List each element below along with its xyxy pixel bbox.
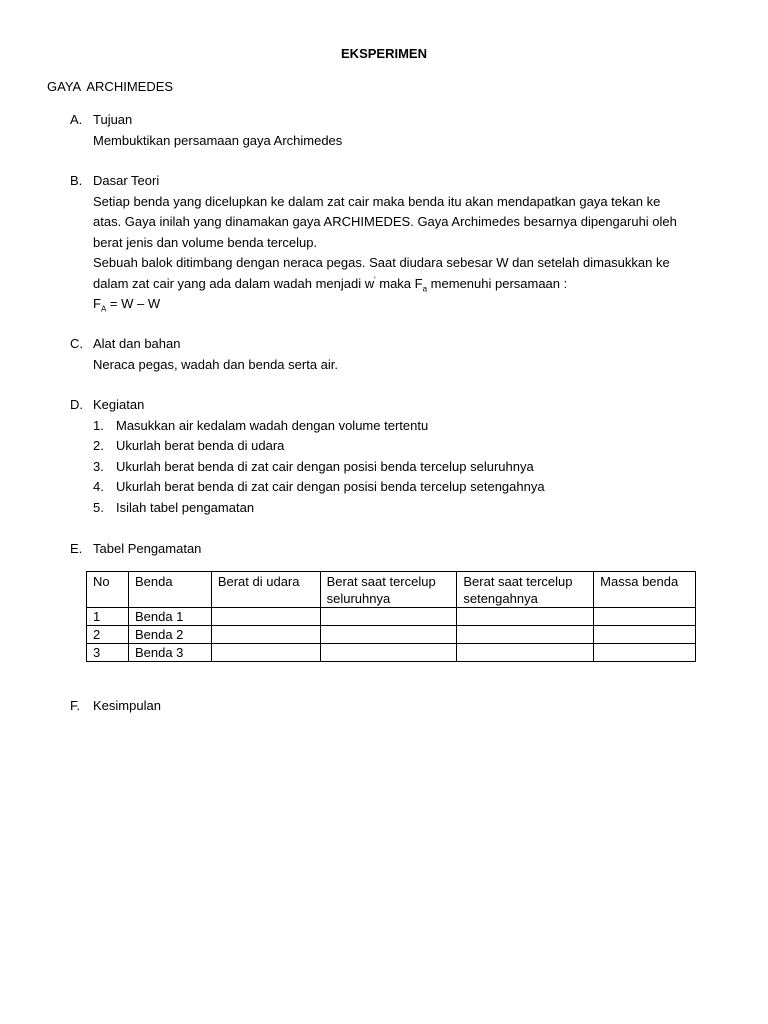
- column-header-berat-seluruhnya: Berat saat tercelup seluruhnya: [320, 572, 457, 608]
- section-letter: A.: [70, 112, 83, 127]
- table-cell[interactable]: [594, 608, 696, 626]
- table-cell[interactable]: [594, 644, 696, 662]
- table-cell[interactable]: [320, 608, 457, 626]
- table-row: [87, 626, 696, 644]
- table-cell: Benda 2: [128, 626, 211, 644]
- section-heading: Kesimpulan: [93, 698, 161, 713]
- theory-line-1: Setiap benda yang dicelupkan ke dalam zat cair maka benda itu akan mendapatkan gaya tekan ke: [93, 193, 661, 209]
- table-cell: 1: [87, 608, 129, 626]
- section-heading: Alat dan bahan: [93, 336, 181, 351]
- table-cell: 2: [87, 626, 129, 644]
- section-letter: D.: [70, 397, 83, 412]
- table-cell[interactable]: [457, 644, 594, 662]
- list-item: 2. Ukurlah berat benda di udara: [93, 438, 285, 453]
- section-letter: F.: [70, 698, 81, 713]
- list-item: 1. Masukkan air kedalam wadah dengan volume tertentu: [93, 417, 429, 433]
- table-cell[interactable]: [594, 626, 696, 644]
- theory-line-5: dalam zat cair yang ada dalam wadah menjadi w' maka $F_a$ memenuhi persamaan :: [93, 275, 568, 294]
- list-item: 4. Ukurlah berat benda di zat cair dengan posisi benda tercelup setengahnya: [93, 479, 545, 494]
- table-row: [87, 608, 696, 626]
- table-cell[interactable]: [320, 644, 457, 662]
- table-row: [87, 644, 696, 662]
- table-header-row: [87, 572, 696, 608]
- theory-line-2: atas. Gaya inilah yang dinamakan gaya ARCHIMEDES. Gaya Archimedes besarnya dipengaruhi oleh: [93, 214, 677, 229]
- table-cell[interactable]: [211, 644, 320, 662]
- column-header-berat-udara: Berat di udara: [211, 572, 320, 608]
- column-header-no: No: [87, 572, 129, 608]
- steps-list: [93, 416, 733, 519]
- section-letter: B.: [70, 173, 83, 188]
- section-letter: E.: [70, 541, 83, 556]
- table-cell: Benda 3: [128, 644, 211, 662]
- column-header-berat-setengahnya: Berat saat tercelup setengahnya: [457, 572, 594, 608]
- section-heading: Dasar Teori: [93, 173, 160, 188]
- section-text: Membuktikan persamaan gaya Archimedes: [93, 132, 343, 148]
- experiment-heading: GAYA ARCHIMEDES: [47, 79, 174, 94]
- section-letter: C.: [70, 336, 83, 351]
- observation-table: [86, 571, 696, 662]
- column-header-massa: Massa benda: [594, 572, 696, 608]
- section-text: Neraca pegas, wadah dan benda serta air.: [93, 356, 339, 372]
- theory-line-3: berat jenis dan volume benda tercelup.: [93, 234, 318, 250]
- theory-line-4: Sebuah balok ditimbang dengan neraca pegas. Saat diudara sebesar W dan setelah dimasukkan ke: [93, 255, 670, 270]
- document-title: EKSPERIMEN: [341, 46, 427, 61]
- list-item: 5. Isilah tabel pengamatan: [93, 499, 255, 515]
- section-heading: Tabel Pengamatan: [93, 541, 202, 556]
- table-cell[interactable]: [457, 626, 594, 644]
- table-cell: Benda 1: [128, 608, 211, 626]
- table-cell: 3: [87, 644, 129, 662]
- section-heading: Kegiatan: [93, 397, 145, 412]
- section-heading: Tujuan: [93, 112, 133, 127]
- table-cell[interactable]: [320, 626, 457, 644]
- table-cell[interactable]: [457, 608, 594, 626]
- table-cell[interactable]: [211, 608, 320, 626]
- column-header-benda: Benda: [128, 572, 211, 608]
- table-cell[interactable]: [211, 626, 320, 644]
- archimedes-formula: $F_A = W - W$: [93, 296, 161, 314]
- list-item: 3. Ukurlah berat benda di zat cair dengan posisi benda tercelup seluruhnya: [93, 458, 534, 474]
